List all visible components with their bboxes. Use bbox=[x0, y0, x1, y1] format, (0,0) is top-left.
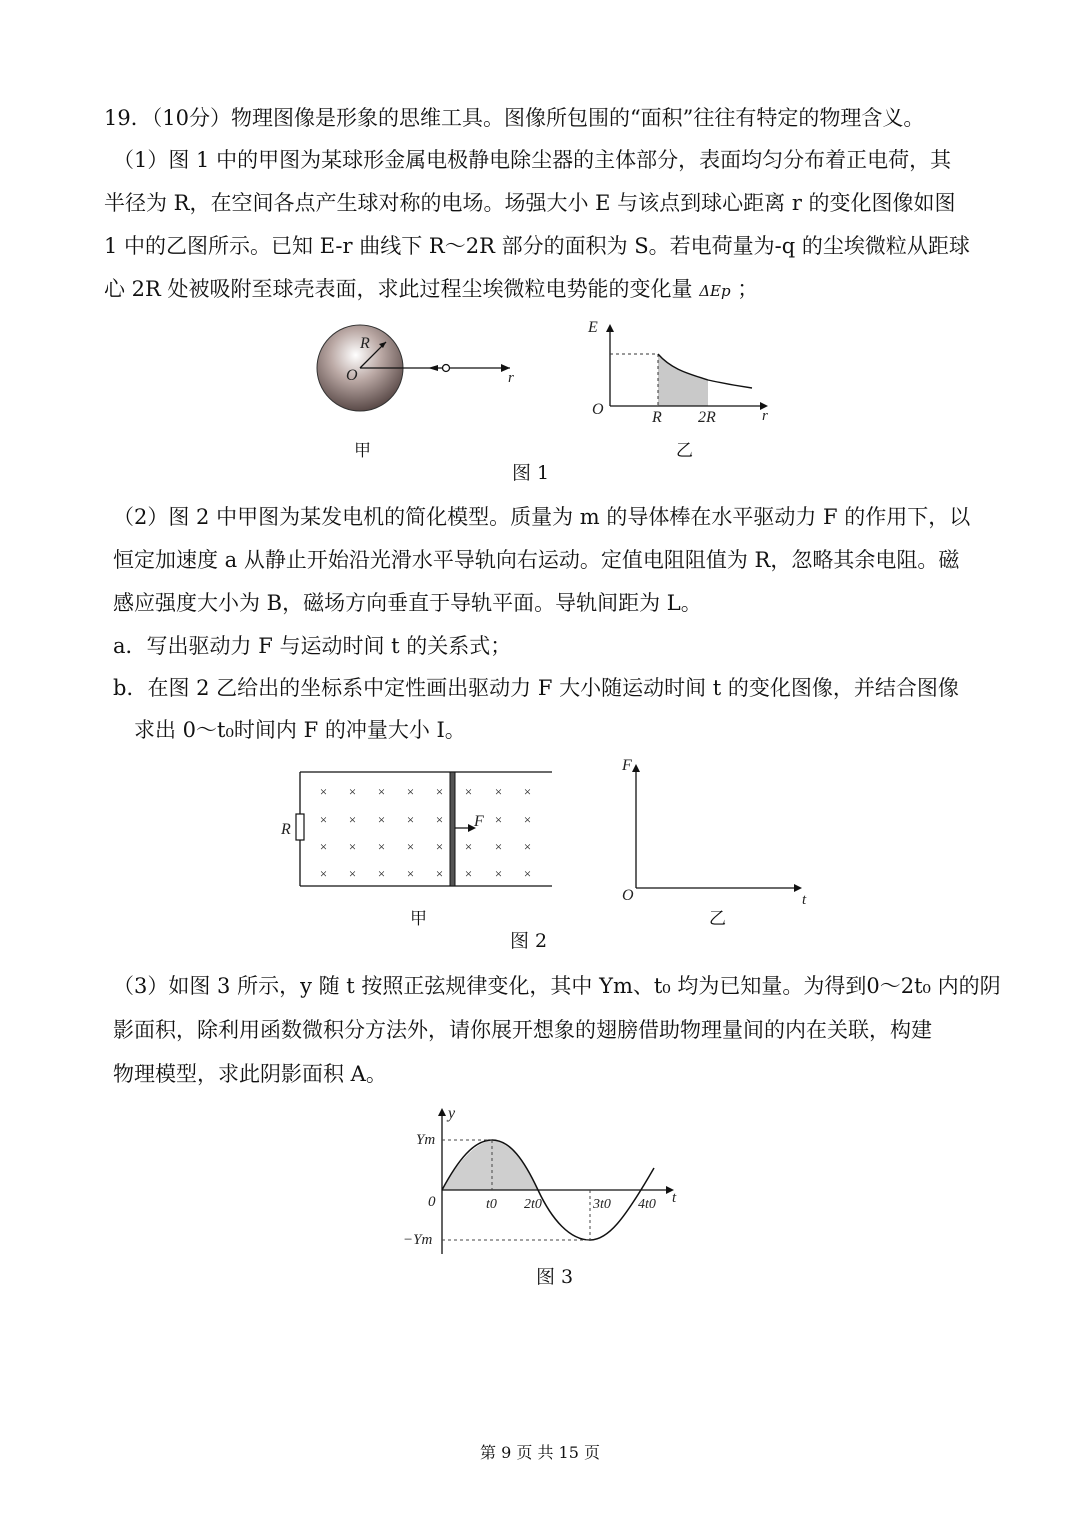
part1-line-2: 半径为 R，在空间各点产生球对称的电场。场强大小 E 与该点到球心距离 r 的变化图像如图 bbox=[104, 191, 956, 215]
page-footer: 第 9 页 共 15 页 bbox=[480, 1443, 600, 1462]
field-x: × bbox=[377, 812, 386, 827]
figure2-circuit bbox=[278, 768, 558, 898]
field-x: × bbox=[494, 784, 503, 799]
f-axis-label: F bbox=[622, 757, 632, 774]
t-axis-label: t bbox=[802, 892, 807, 908]
part3-line-2: 影面积，除利用函数微积分方法外，请你展开想象的翅膀借助物理量间的内在关联，构建 bbox=[113, 1018, 932, 1042]
field-x: × bbox=[348, 839, 357, 854]
figure1-er-graph bbox=[586, 318, 786, 428]
figure3-sine-graph bbox=[400, 1104, 700, 1264]
field-x: × bbox=[348, 866, 357, 881]
resistor bbox=[296, 814, 304, 840]
field-x: × bbox=[406, 812, 415, 827]
figure2-ft-axes bbox=[618, 754, 818, 908]
part2-line-1: （2）图 2 中甲图为某发电机的简化模型。质量为 m 的导体棒在水平驱动力 F 的作用下，以 bbox=[113, 505, 971, 529]
2t0-tick: 2t0 bbox=[524, 1197, 542, 1212]
ft-origin-label: O bbox=[622, 887, 634, 904]
field-x: × bbox=[319, 812, 328, 827]
figure1-jia-label: 甲 bbox=[354, 441, 371, 461]
field-x: × bbox=[523, 866, 532, 881]
part3-line-3: 物理模型，求此阴影面积 A。 bbox=[113, 1062, 387, 1086]
field-x: × bbox=[494, 812, 503, 827]
t0-tick: t0 bbox=[486, 1197, 497, 1212]
origin-label: 0 bbox=[428, 1194, 436, 1210]
field-x: × bbox=[319, 784, 328, 799]
figure2-yi-label: 乙 bbox=[709, 909, 726, 929]
magnetic-field-marks bbox=[319, 784, 532, 881]
field-x: × bbox=[406, 866, 415, 881]
field-x: × bbox=[435, 784, 444, 799]
y-axis-arrowhead-icon bbox=[438, 1108, 446, 1116]
figure2-jia-label: 甲 bbox=[410, 909, 427, 929]
field-x: × bbox=[377, 784, 386, 799]
force-label: F bbox=[474, 813, 484, 830]
e-axis-arrowhead-icon bbox=[606, 324, 614, 332]
field-x: × bbox=[377, 866, 386, 881]
field-x: × bbox=[464, 784, 473, 799]
part1-line-3: 1 中的乙图所示。已知 E-r 曲线下 R～2R 部分的面积为 S。若电荷量为-q 的尘埃微粒从距球 bbox=[104, 234, 970, 258]
part2-line-2: 恒定加速度 a 从静止开始沿光滑水平导轨向右运动。定值电阻阻值为 R，忽略其余电阻。磁 bbox=[113, 548, 960, 572]
sphere-center-label: O bbox=[346, 367, 358, 384]
graph-r-tick: R bbox=[652, 409, 662, 426]
part1-line-4 bbox=[104, 275, 758, 305]
figure1-sphere bbox=[310, 330, 550, 440]
field-x: × bbox=[319, 866, 328, 881]
field-x: × bbox=[348, 784, 357, 799]
part2-item-b: b．在图 2 乙给出的坐标系中定性画出驱动力 F 大小随运动时间 t 的变化图像，并结合图像 bbox=[113, 676, 959, 700]
field-x: × bbox=[523, 839, 532, 854]
figure1-yi-label: 乙 bbox=[676, 441, 693, 461]
field-x: × bbox=[523, 812, 532, 827]
figure3-caption: 图 3 bbox=[536, 1266, 574, 1288]
part1-line-4-tail: ； bbox=[737, 277, 759, 301]
part2-item-b-cont: 求出 0～t₀时间内 F 的冲量大小 I。 bbox=[134, 718, 466, 742]
field-x: × bbox=[319, 839, 328, 854]
field-x: × bbox=[494, 866, 503, 881]
t-axis-arrowhead-icon bbox=[794, 884, 802, 892]
ymax-label: Ym bbox=[416, 1132, 436, 1148]
field-x: × bbox=[377, 839, 386, 854]
part1-line-4-text: 心 2R 处被吸附至球壳表面，求此过程尘埃微粒电势能的变化量 bbox=[104, 277, 693, 301]
field-x: × bbox=[464, 866, 473, 881]
graph-r-axis-label: r bbox=[762, 408, 768, 424]
y-axis-label: y bbox=[448, 1105, 456, 1122]
field-x: × bbox=[494, 839, 503, 854]
figure1-caption: 图 1 bbox=[512, 462, 550, 484]
delta-ep-symbol: ΔEp bbox=[699, 282, 731, 300]
graph-2r-tick: 2R bbox=[698, 409, 716, 426]
resistor-label: R bbox=[281, 821, 291, 838]
field-x: × bbox=[406, 784, 415, 799]
field-x: × bbox=[464, 839, 473, 854]
f-axis-arrowhead-icon bbox=[632, 764, 640, 772]
field-x: × bbox=[523, 784, 532, 799]
field-x: × bbox=[406, 839, 415, 854]
field-x: × bbox=[435, 866, 444, 881]
ymin-label: −Ym bbox=[403, 1232, 433, 1248]
dust-particle bbox=[443, 365, 450, 372]
part2-line-3: 感应强度大小为 B，磁场方向垂直于导轨平面。导轨间距为 L。 bbox=[113, 591, 702, 615]
graph-origin-label: O bbox=[592, 401, 604, 418]
part3-line-1: （3）如图 3 所示，y 随 t 按照正弦规律变化，其中 Ym、t₀ 均为已知量。为得到0～2t₀ 内的阴 bbox=[113, 974, 1001, 998]
field-x: × bbox=[435, 812, 444, 827]
part2-item-a: a．写出驱动力 F 与运动时间 t 的关系式； bbox=[113, 634, 512, 658]
conductor-rod bbox=[450, 772, 455, 886]
part1-line-1: （1）图 1 中的甲图为某球形金属电极静电除尘器的主体部分，表面均匀分布着正电荷，其 bbox=[113, 148, 952, 172]
3t0-tick: 3t0 bbox=[593, 1197, 611, 1212]
field-x: × bbox=[435, 839, 444, 854]
figure2-caption: 图 2 bbox=[510, 930, 548, 952]
sphere-radius-label: R bbox=[360, 335, 370, 352]
particle-direction-arrowhead-icon bbox=[428, 365, 438, 371]
field-x: × bbox=[348, 812, 357, 827]
4t0-tick: 4t0 bbox=[638, 1197, 656, 1212]
sphere-axis-label: r bbox=[508, 370, 514, 386]
question-header: 19．（10分）物理图像是形象的思维工具。图像所包围的“面积”往往有特定的物理含义。 bbox=[104, 106, 925, 130]
graph-e-label: E bbox=[588, 319, 598, 336]
figure3-t-axis-label: t bbox=[672, 1190, 677, 1206]
